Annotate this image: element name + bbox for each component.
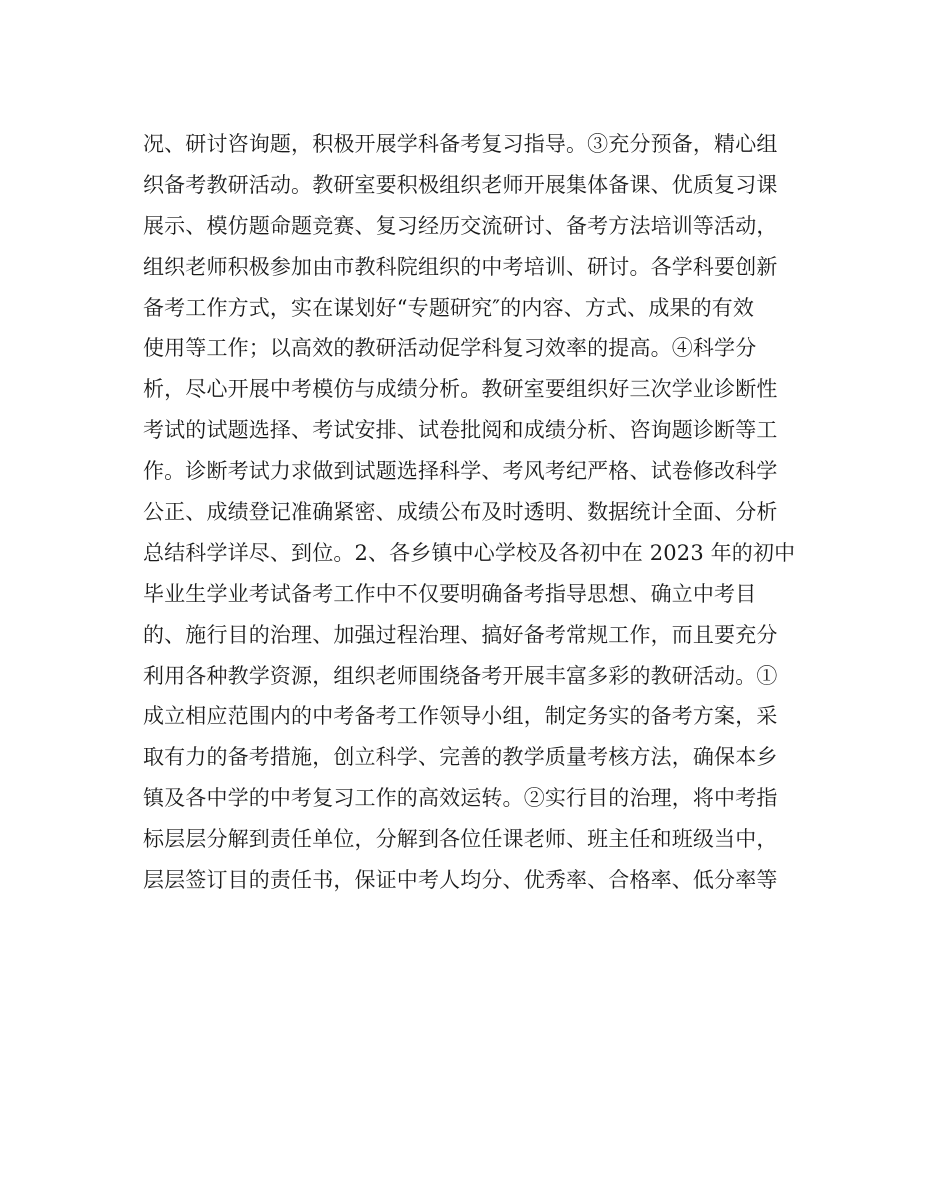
text-line: 总结科学详尽、到位。2、各乡镇中心学校及各初中在 2023 年的初中 [143,540,796,565]
text-line: 作。诊断考试力求做到试题选择科学、考风考纪严格、试卷修改科学 [143,459,778,484]
text-line: 的、施行目的治理、加强过程治理、搞好备考常规工作，而且要充分 [143,622,778,647]
text-line: 利用各种教学资源，组织老师围绕备考开展丰富多彩的教研活动。① [143,663,778,688]
text-line: 备考工作方式，实在谋划好“专题研究″的内容、方式、成果的有效 [143,295,755,320]
text-line: 展示、模仿题命题竞赛、复习经历交流研讨、备考方法培训等活动， [143,213,778,238]
text-line: 况、研讨咨询题，积极开展学科备考复习指导。③充分预备，精心组 [143,132,778,156]
text-line: 层层签订目的责任书，保证中考人均分、优秀率、合格率、低分率等 [143,868,778,893]
text-line: 公正、成绩登记准确紧密、成绩公布及时透明、数据统计全面、分析 [143,500,778,525]
text-line: 毕业生学业考试备考工作中不仅要明确备考指导思想、确立中考目 [143,581,757,606]
text-line: 析，尽心开展中考模仿与成绩分析。教研室要组织好三次学业诊断性 [143,377,778,402]
text-line: 取有力的备考措施，创立科学、完善的教学质量考核方法，确保本乡 [143,745,778,770]
text-line: 标层层分解到责任单位，分解到各位任课老师、班主任和班级当中， [143,827,778,852]
text-line: 考试的试题选择、考试安排、试卷批阅和成绩分析、咨询题诊断等工 [143,418,778,443]
text-line: 使用等工作；以高效的教研活动促学科复习效率的提高。④科学分 [143,336,757,361]
body-text [143,124,823,901]
text-line: 成立相应范围内的中考备考工作领导小组，制定务实的备考方案，采 [143,704,778,729]
text-line: 组织老师积极参加由市教科院组织的中考培训、研讨。各学科要创新 [143,254,778,279]
text-line: 织备考教研活动。教研室要积极组织老师开展集体备课、优质复习课 [143,172,778,197]
text-line: 镇及各中学的中考复习工作的高效运转。②实行目的治理，将中考指 [143,786,778,811]
